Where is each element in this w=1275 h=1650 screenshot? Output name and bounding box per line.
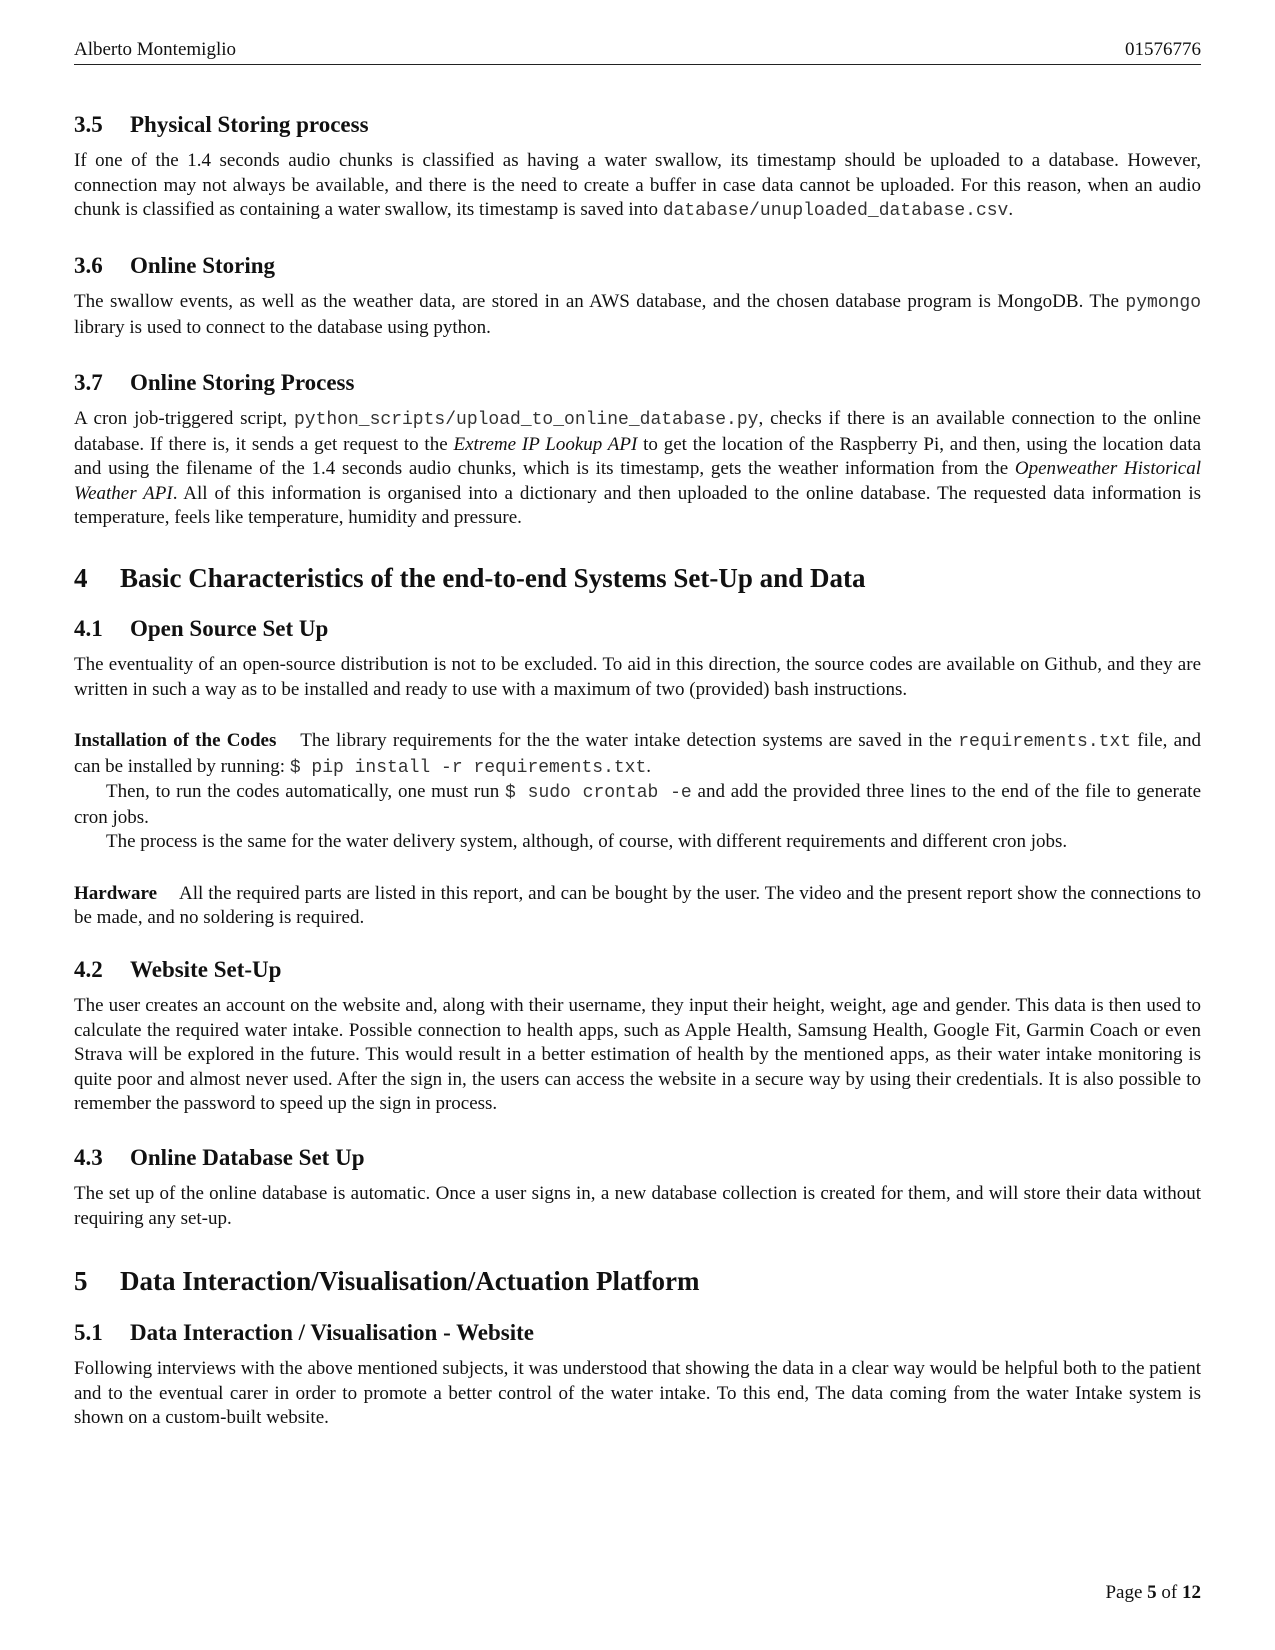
paragraph-hardware: Hardware All the required parts are listed in this report, and can be bought by the user. The video and the present report show the connections to be made, and no soldering is required. — [74, 882, 1202, 928]
section-4-3 — [74, 1144, 1201, 1231]
paragraph: The process is the same for the water delivery system, although, of course, with different requirements and different cron jobs. — [106, 831, 1068, 852]
paragraph-installation: Installation of the Codes The library requirements for the the water intake detection systems are saved in the requirements.txt file, and can be installed by running: $ pip install -r requirements.txt. — [74, 730, 1202, 778]
inline-code: python_scripts/upload_to_online_database.py — [293, 410, 759, 430]
paragraph: Following interviews with the above mentioned subjects, it was understood that showing the data in a clear way would be helpful both to the patient and to the eventual carer in order to promote a better control of the water intake. To this end, The data coming from the water Intake system is shown on a custom-built website. — [74, 1358, 1201, 1428]
section-heading: 3.5 Physical Storing process — [74, 112, 369, 137]
section-heading: 4.2 Website Set-Up — [74, 957, 282, 982]
paragraph: The set up of the online database is automatic. Once a user signs in, a new database collection is created for them, and will store their data without requiring any set-up. — [74, 1183, 1201, 1229]
paragraph-title: Hardware — [74, 882, 158, 904]
section-heading: 5.1 Data Interaction / Visualisation - Website — [74, 1320, 535, 1345]
api-name: Openweather Historical Weather API — [74, 458, 1201, 504]
paragraph: The user creates an account on the website and, along with their username, they input their height, weight, age and gender. This data is then used to calculate the required water intake. Possible connection to health apps, such as Apple Health, Samsung Health, Google Fit, Garmin Coach or even Strava will be explored in the future. This would result in a better estimation of health by the mentioned apps, as their water intake monitoring is quite poor and almost never used. After the sign in, the users can access the website in a secure way by using their credentials. It is also possible to remember the password to speed up the sign in process. — [74, 995, 1201, 1114]
inline-code: requirements.txt — [958, 732, 1132, 752]
section-5 — [74, 1265, 1201, 1297]
section-3-5 — [74, 111, 1201, 224]
paragraph: If one of the 1.4 seconds audio chunks is classified as having a water swallow, its timestamp should be uploaded to a database. However, connection may not always be available, and there is the need to create a buffer in case data cannot be uploaded. For this reason, when an audio chunk is classified as containing a water swallow, its timestamp is saved into database/unuploaded_database.csv. — [74, 150, 1201, 221]
inline-code: pymongo — [1125, 293, 1202, 313]
api-name: Extreme IP Lookup API — [453, 433, 638, 455]
paragraph: A cron job-triggered script, python_scripts/upload_to_online_database.py, checks if there is an available connection to the online database. If there is, it sends a get request to the Extreme IP Lookup API to get the location of the Raspberry Pi, and then, using the location data and using the filename of the 1.4 seconds audio chunks, which is its timestamp, gets the weather information from the Openweather Historical Weather API. All of this information is organised into a dictionary and then uploaded to the online database. The requested data information is temperature, feels like temperature, humidity and pressure. — [74, 408, 1202, 528]
section-5-1 — [74, 1319, 1201, 1431]
page-number: Page 5 of 12 — [1105, 1582, 1201, 1603]
paragraph: The swallow events, as well as the weather data, are stored in an AWS database, and the chosen database program is MongoDB. The pymongo library is used to connect to the database using python. — [74, 291, 1202, 338]
section-3-6 — [74, 252, 1201, 340]
section-heading: 3.6 Online Storing — [74, 253, 276, 278]
running-header — [74, 38, 1201, 65]
inline-code: database/unuploaded_database.csv — [662, 201, 1009, 221]
header-student-id: 01576776 — [1125, 39, 1201, 60]
paragraph: The eventuality of an open-source distribution is not to be excluded. To aid in this direction, the source codes are available on Github, and they are written in such a way as to be installed and ready to use with a maximum of two (provided) bash instructions. — [74, 654, 1201, 700]
inline-code: $ sudo crontab -e — [505, 783, 692, 803]
header-author: Alberto Montemiglio — [74, 39, 237, 60]
page — [74, 38, 1202, 1428]
section-3-7 — [74, 369, 1201, 531]
section-4 — [74, 562, 1201, 594]
section-heading: 4.3 Online Database Set Up — [74, 1145, 365, 1170]
inline-code: $ pip install -r requirements.txt — [289, 757, 647, 778]
paragraph: Then, to run the codes automatically, one must run $ sudo crontab -e and add the provided three lines to the end of the file to generate cron jobs. — [74, 781, 1201, 828]
section-heading: 3.7 Online Storing Process — [74, 370, 355, 395]
section-4-1 — [74, 615, 1201, 931]
chapter-heading: 4 Basic Characteristics of the end-to-end Systems Set-Up and Data — [74, 563, 866, 593]
paragraph-title: Installation of the Codes — [74, 730, 277, 751]
section-heading: 4.1 Open Source Set Up — [74, 616, 329, 641]
section-4-2 — [74, 956, 1201, 1117]
chapter-heading: 5 Data Interaction/Visualisation/Actuation Platform — [74, 1266, 700, 1296]
